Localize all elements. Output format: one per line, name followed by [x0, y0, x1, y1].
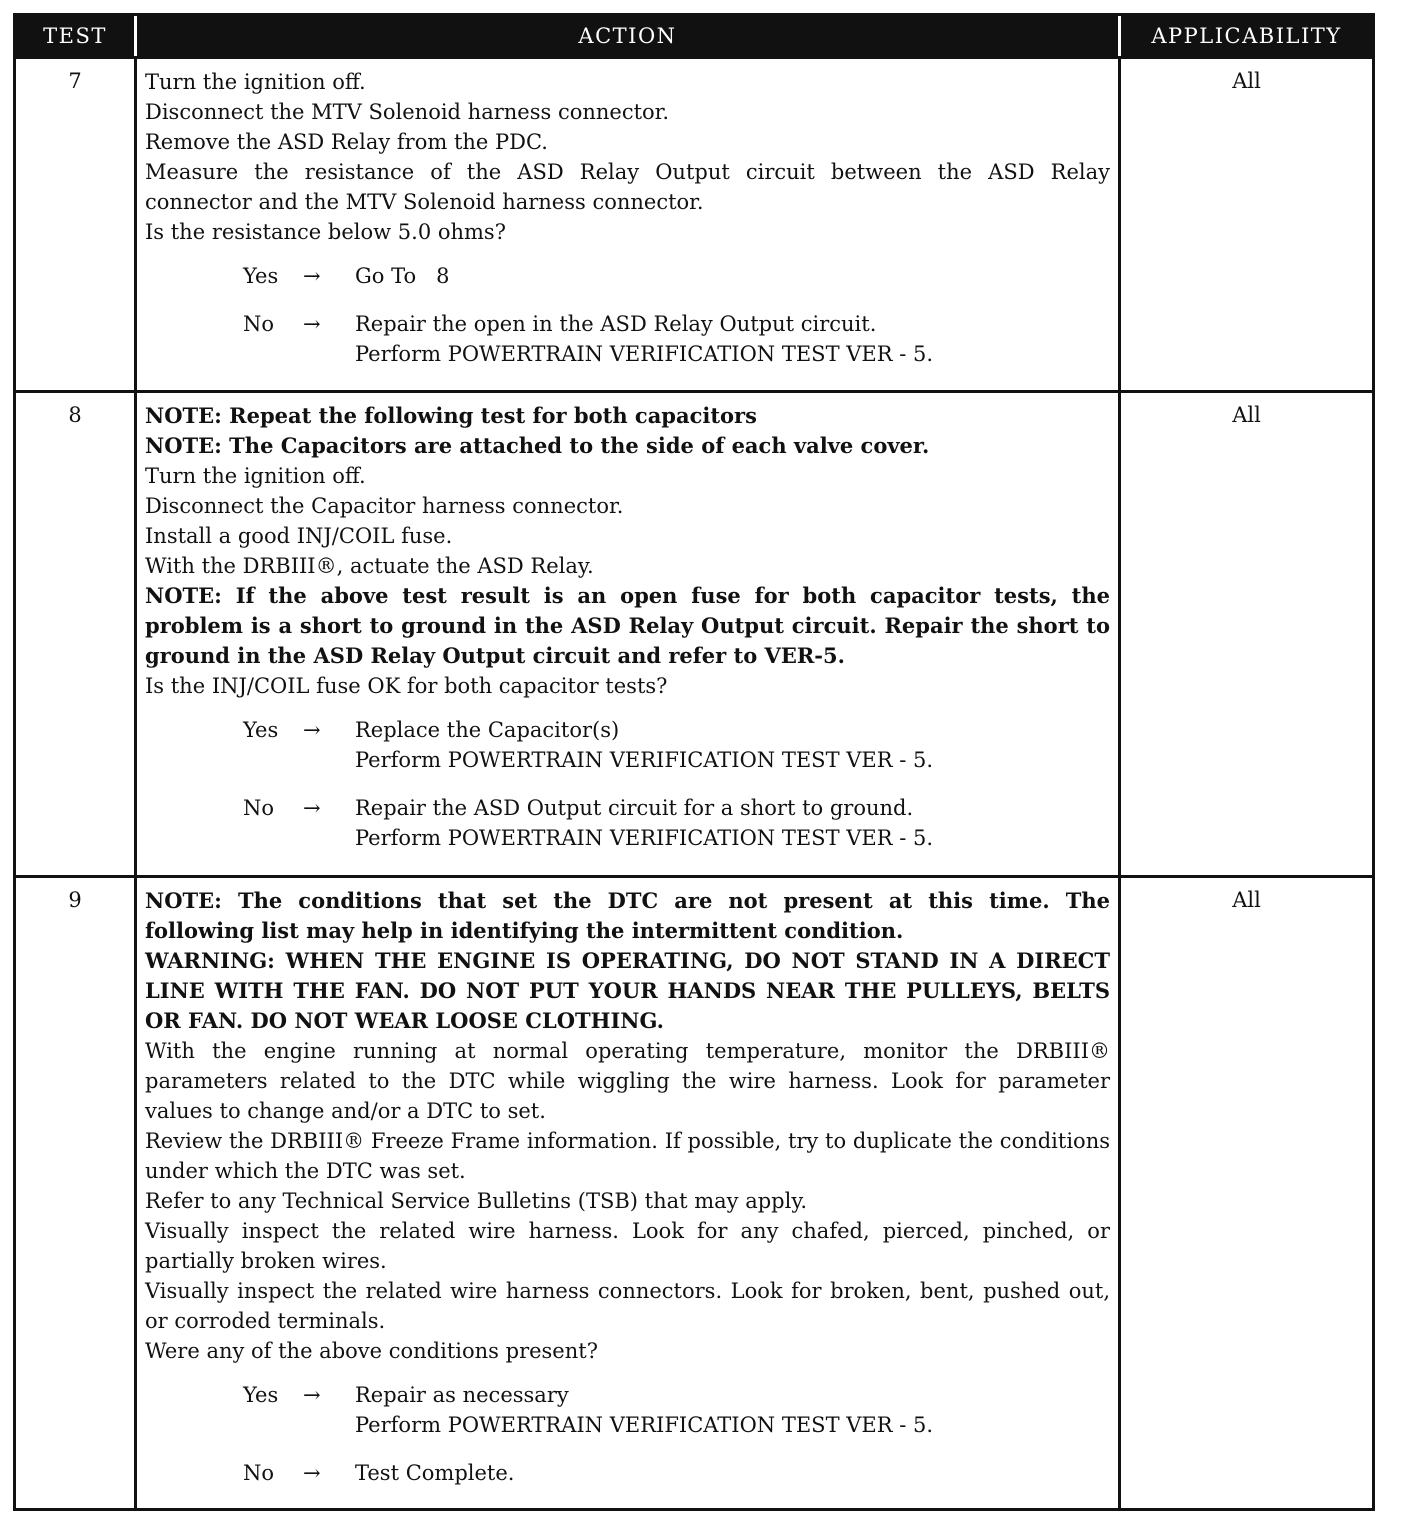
arrow-icon: → [303, 718, 321, 742]
test-number: 8 [68, 403, 82, 427]
yes-result [355, 715, 1110, 775]
result-line: Perform POWERTRAIN VERIFICATION TEST VER - 5. [355, 826, 934, 850]
yes-answer [243, 261, 1110, 291]
no-answer [243, 309, 1110, 369]
yes-label: Yes [243, 264, 279, 288]
diagnostic-test-table [13, 13, 1375, 1511]
arrow-icon: → [303, 1461, 321, 1485]
action-line: Is the resistance below 5.0 ohms? [145, 220, 506, 244]
action-line: Turn the ignition off. [145, 70, 366, 94]
action-cell [134, 878, 1121, 1508]
action-cell [134, 393, 1121, 875]
action-line: Visually inspect the related wire harness connectors. Look for broken, bent, pushed out, or corroded terminals. [145, 1279, 1110, 1333]
applicability-cell: All [1232, 888, 1261, 912]
action-line: Measure the resistance of the ASD Relay Output circuit between the ASD Relay connector and the MTV Solenoid harness connector. [145, 160, 1110, 214]
result-line: Replace the Capacitor(s) [355, 718, 620, 742]
result-line: Test Complete. [355, 1461, 515, 1485]
test-number: 7 [68, 69, 82, 93]
action-cell [134, 59, 1121, 390]
result-line: Perform POWERTRAIN VERIFICATION TEST VER - 5. [355, 342, 934, 366]
header-applicability: APPLICABILITY [1151, 24, 1342, 48]
action-line: Remove the ASD Relay from the PDC. [145, 130, 548, 154]
applicability-cell: All [1232, 69, 1261, 93]
applicability-cell: All [1232, 403, 1261, 427]
yes-answer [243, 715, 1110, 775]
result-line: Repair as necessary [355, 1383, 569, 1407]
arrow-icon: → [303, 796, 321, 820]
no-label: No [243, 1461, 275, 1485]
action-line: Disconnect the Capacitor harness connector. [145, 494, 624, 518]
table-row [16, 390, 1372, 875]
action-line: Refer to any Technical Service Bulletins (TSB) that may apply. [145, 1189, 808, 1213]
note-line: NOTE: The Capacitors are attached to the side of each valve cover. [145, 433, 930, 458]
yes-result [355, 261, 1110, 291]
action-line: Review the DRBIII® Freeze Frame information. If possible, try to duplicate the conditions under which the DTC was set. [145, 1129, 1110, 1183]
result-line: Repair the ASD Output circuit for a short to ground. [355, 796, 914, 820]
no-label: No [243, 796, 275, 820]
test-number: 9 [68, 888, 82, 912]
note-line: NOTE: If the above test result is an open fuse for both capacitor tests, the problem is a short to ground in the ASD Relay Output circuit. Repair the short to ground in the ASD Relay Output circuit and refer to VER-5. [145, 583, 1110, 668]
no-result [355, 793, 1110, 853]
table-row [16, 875, 1372, 1508]
result-line: Perform POWERTRAIN VERIFICATION TEST VER - 5. [355, 1413, 934, 1437]
arrow-icon: → [303, 1383, 321, 1407]
yes-answer [243, 1380, 1110, 1440]
note-line: NOTE: Repeat the following test for both capacitors [145, 403, 757, 428]
no-result [355, 1458, 1110, 1488]
action-line: Is the INJ/COIL fuse OK for both capacitor tests? [145, 674, 668, 698]
arrow-icon: → [303, 312, 321, 336]
result-line: Perform POWERTRAIN VERIFICATION TEST VER - 5. [355, 748, 934, 772]
action-line: Visually inspect the related wire harness. Look for any chafed, pierced, pinched, or partially broken wires. [145, 1219, 1110, 1273]
table-row [16, 56, 1372, 390]
yes-label: Yes [243, 1383, 279, 1407]
result-line: Repair the open in the ASD Relay Output circuit. [355, 312, 877, 336]
warning-line: WARNING: WHEN THE ENGINE IS OPERATING, DO NOT STAND IN A DIRECT LINE WITH THE FAN. DO NOT PUT YOUR HANDS NEAR THE PULLEYS, BELTS OR FAN. DO NOT WEAR LOOSE CLOTHING. [145, 948, 1110, 1033]
result-line: Go To 8 [355, 264, 450, 288]
yes-label: Yes [243, 718, 279, 742]
arrow-icon: → [303, 264, 321, 288]
action-line: Install a good INJ/COIL fuse. [145, 524, 453, 548]
note-line: NOTE: The conditions that set the DTC are not present at this time. The following list may help in identifying the intermittent condition. [145, 888, 1110, 943]
no-answer [243, 1458, 1110, 1488]
header-test: TEST [43, 24, 107, 48]
no-result [355, 309, 1110, 369]
action-line: With the DRBIII®, actuate the ASD Relay. [145, 554, 594, 578]
action-line: Turn the ignition off. [145, 464, 366, 488]
no-label: No [243, 312, 275, 336]
no-answer [243, 793, 1110, 853]
action-line: With the engine running at normal operating temperature, monitor the DRBIII® parameters related to the DTC while wiggling the wire harness. Look for parameter values to change and/or a DTC to set. [145, 1039, 1110, 1123]
action-line: Were any of the above conditions present? [145, 1339, 598, 1363]
action-line: Disconnect the MTV Solenoid harness connector. [145, 100, 670, 124]
header-action: ACTION [134, 16, 1121, 56]
yes-result [355, 1380, 1110, 1440]
table-header [16, 16, 1372, 56]
